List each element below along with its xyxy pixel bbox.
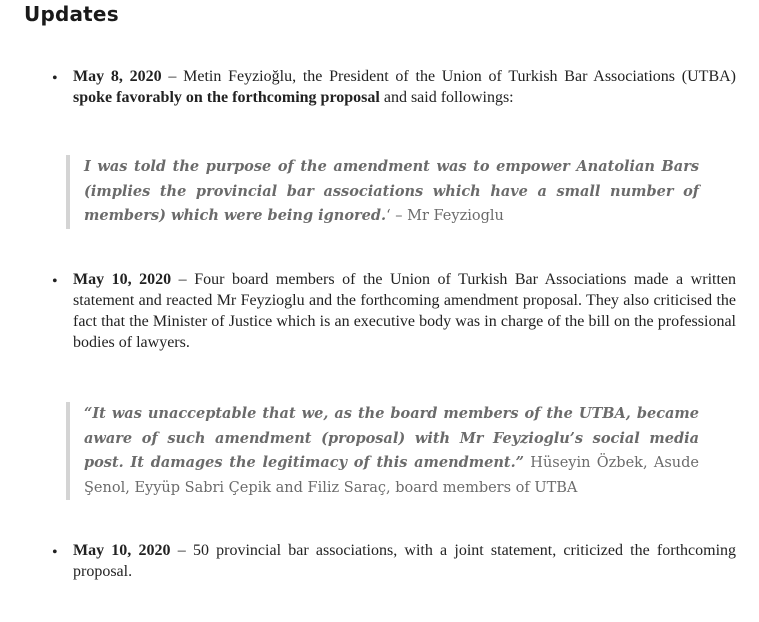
- blockquote-board-members: [66, 402, 699, 500]
- update-date: May 8, 2020: [73, 68, 162, 85]
- quote-text: I was told the purpose of the amendment was to empower Anatolian Bars (implies the provincial bar associations which have a small number of members) which were being ignored.: [84, 158, 699, 224]
- update-date: May 10, 2020: [73, 271, 172, 288]
- quote-attribution: Hüseyin Özbek, Asude Şenol, Eyyüp Sabri Çepik and Filiz Saraç, board members of UTBA: [84, 455, 699, 496]
- update-bold-text: spoke favorably on the forthcoming proposal: [73, 89, 380, 106]
- page-title: Updates: [24, 2, 119, 26]
- update-date: May 10, 2020: [73, 542, 171, 559]
- update-item-may-10-provincial: May 10, 2020 – 50 provincial bar associations, with a joint statement, criticized the forthcoming proposal.: [73, 542, 737, 580]
- bullet: •: [52, 273, 58, 290]
- bullet: •: [52, 544, 58, 561]
- quote-attribution: ‘ – Mr Feyzioglu: [386, 208, 504, 224]
- quote-text: “It was unacceptable that we, as the board members of the UTBA, became aware of such amendment (proposal) with Mr Feyzioglu’s social media post. It damages the legitimacy of this amendment.”: [84, 405, 699, 471]
- update-item-may-8: May 8, 2020 – Metin Feyzioğlu, the President of the Union of Turkish Bar Associations (UTBA) spoke favorably on the forthcoming proposal and said followings:: [73, 68, 736, 106]
- update-text: Four board members of the Union of Turkish Bar Associations made a written statement and reacted Mr Feyzioglu and the forthcoming amendment proposal. They also criticised the fact that the Minister of Justice which is an executive body was in charge of the bill on the professional bodies of lawyers.: [73, 271, 737, 351]
- update-item-may-10-board: May 10, 2020 – Four board members of the Union of Turkish Bar Associations made a written statement and reacted Mr Feyzioglu and the forthcoming amendment proposal. They also criticised the fact that the Minister of Justice which is an executive body was in charge of the bill on the professional bodies of lawyers.: [73, 271, 737, 351]
- bullet: •: [52, 70, 58, 87]
- update-text: 50 provincial bar associations, with a joint statement, criticized the forthcoming proposal.: [73, 542, 737, 580]
- blockquote-feyzioglu: [66, 155, 699, 229]
- update-text: Metin Feyzioğlu, the President of the Union of Turkish Bar Associations (UTBA): [183, 68, 736, 85]
